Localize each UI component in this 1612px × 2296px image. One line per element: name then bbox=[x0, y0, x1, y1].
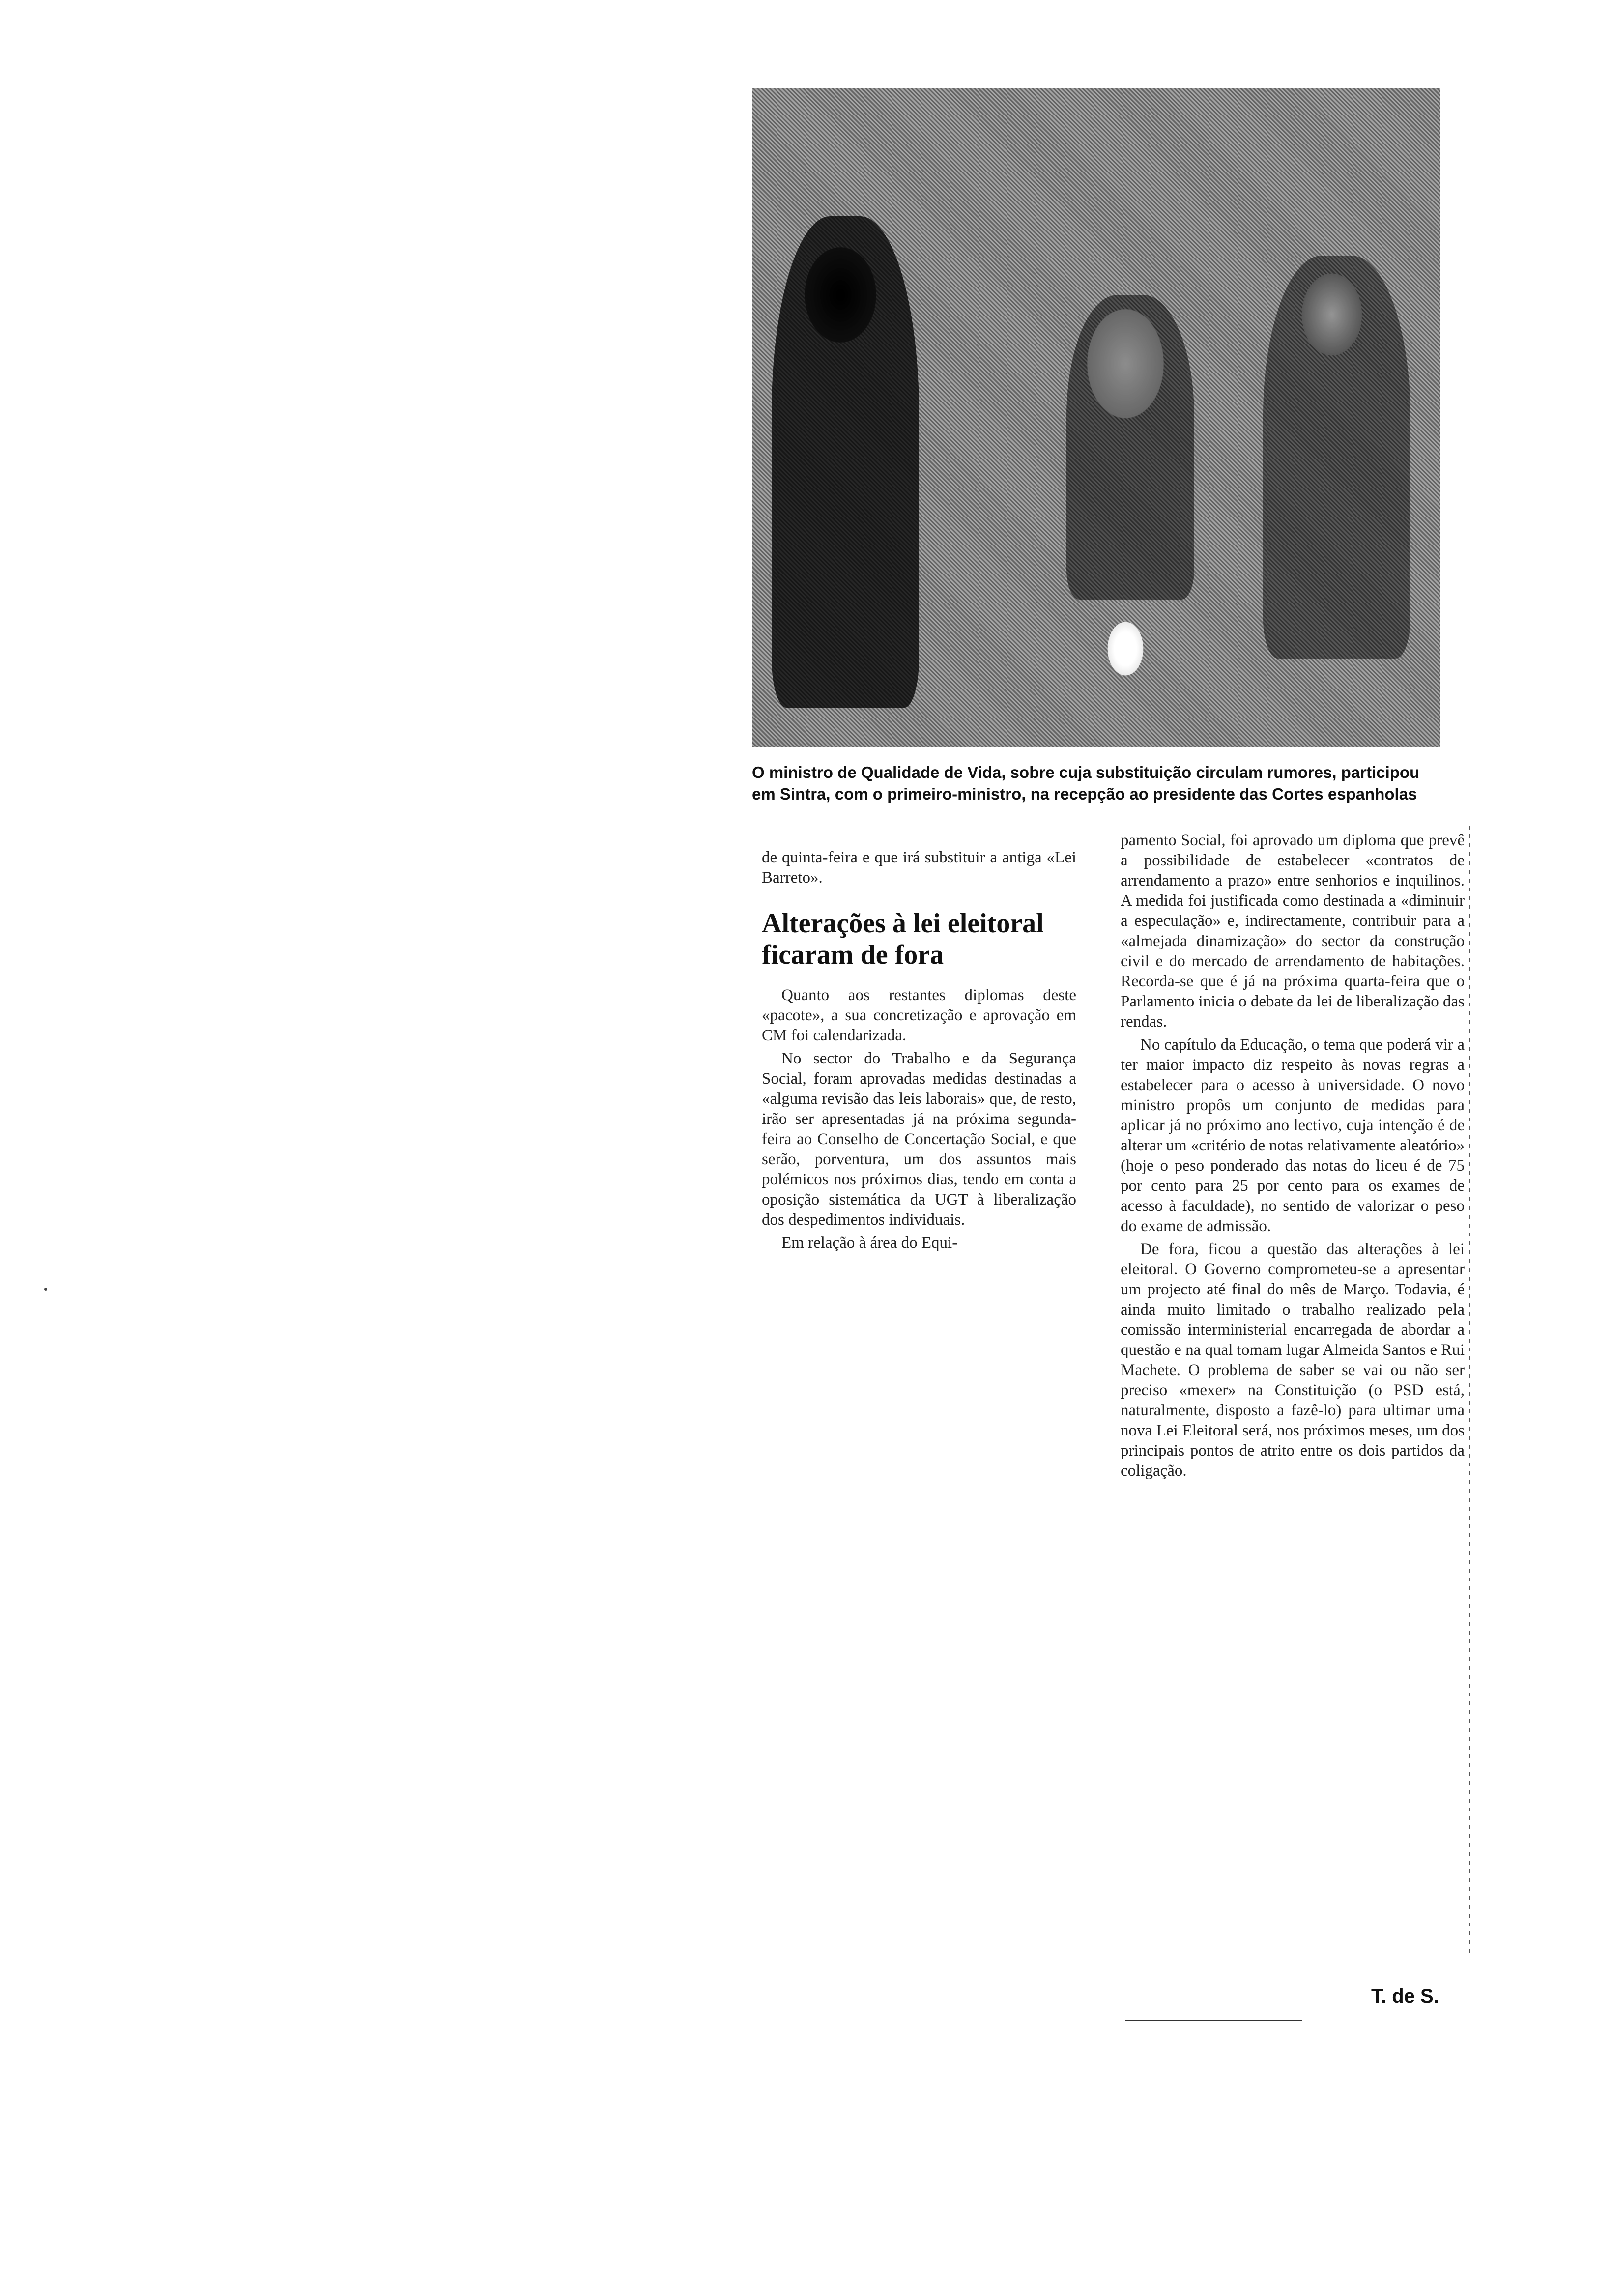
photo-caption: O ministro de Qualidade de Vida, sobre cuja substituição circulam rumores, participou em Sintra, com o primeiro-ministro, na recepção ao presidente das Cortes espanholas bbox=[752, 763, 1420, 803]
article-subheadline: Alterações à lei eleitoral ficaram de fora bbox=[762, 908, 1044, 970]
author-signature: T. de S. bbox=[1371, 1985, 1439, 2007]
paragraph: Quanto aos restantes diplomas deste «pacote», a sua concretização e aprovação em CM foi calendarizada. bbox=[762, 986, 1076, 1044]
paragraph: No sector do Trabalho e da Segurança Social, foram aprovadas medidas destinadas a «alguma revisão das leis laborais» que, de resto, irão ser apresentadas já na próxima segunda-feira ao Conselho de Concertação Social, e que serão, porventura, um dos assuntos mais polémicos nos próximos dias, tendo em conta a oposição sistemática da UGT à liberalização dos despedimentos individuais. bbox=[762, 1050, 1076, 1229]
article-column-right bbox=[1121, 831, 1465, 1484]
newspaper-clipping bbox=[732, 88, 1489, 2005]
photo-figure-center bbox=[1066, 295, 1194, 600]
bottom-rule bbox=[1125, 2020, 1302, 2021]
paragraph: Em relação à área do Equi- bbox=[781, 1234, 958, 1252]
photo-figure-left bbox=[772, 216, 919, 708]
article-column-left bbox=[762, 848, 1076, 1256]
paragraph: pamento Social, foi aprovado um diploma que prevê a possibilidade de estabelecer «contratos de arrendamento a prazo» entre senhorios e inquilinos. A medida foi justificada como destinada a «diminuir a especulação» e, indirectamente, contribuir para a «almejada dinamização» do sector da construção civil e do mercado de arrendamento de habitações. Recorda-se que é já na próxima quarta-feira que o Parlamento inicia o debate da lei de liberalização das rendas. bbox=[1121, 832, 1465, 1031]
paragraph: No capítulo da Educação, o tema que poderá vir a ter maior impacto diz respeito às novas regras a estabelecer para o acesso à universidade. O novo ministro propôs um conjunto de medidas para aplicar já no próximo ano lectivo, cuja intenção é de alterar um «critério de notas relativamente aleatório» (hoje o peso ponderado das notas do liceu é de 75 por cento para 25 por cento para os exames de acesso à faculdade), no sentido de valorizar o peso do exame de admissão. bbox=[1121, 1036, 1465, 1235]
photo-figure-right bbox=[1263, 256, 1410, 659]
scan-speck bbox=[44, 1288, 47, 1291]
paragraph: De fora, ficou a questão das alterações à lei eleitoral. O Governo comprometeu-se a apresentar um projecto até final do mês de Março. Todavia, é ainda muito limitado o trabalho realizado pela comissão interministerial encarregada de abordar a questão e na qual tomam lugar Almeida Santos e Rui Machete. O problema de saber se vai ou não ser preciso «mexer» na Constituição (o PSD está, naturalmente, disposto a fazê-lo) para ultimar uma nova Lei Eleitoral será, nos próximos meses, um dos principais pontos de atrito entre os dois partidos da coligação. bbox=[1121, 1240, 1465, 1480]
news-photo bbox=[752, 88, 1440, 747]
column-cut-line bbox=[1469, 826, 1470, 1956]
column-lead-text: de quinta-feira e que irá substituir a antiga «Lei Barreto». bbox=[762, 849, 1076, 887]
